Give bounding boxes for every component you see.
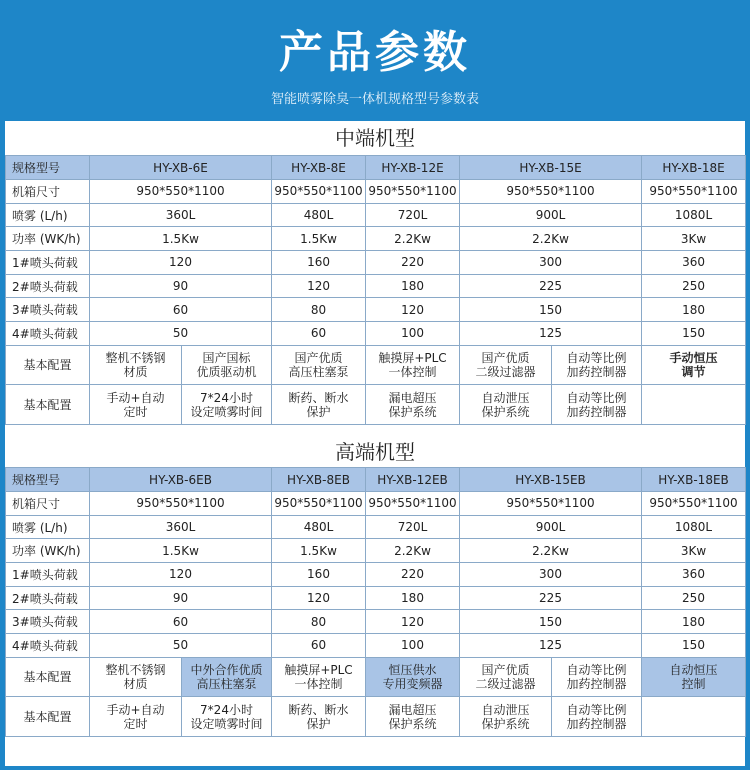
row-label: 2#喷头荷载: [6, 586, 90, 610]
config-cell: 国产优质 二级过滤器: [460, 345, 552, 385]
value-cell: 60: [272, 634, 366, 658]
config-cell: 断药、断水 保护: [272, 385, 366, 425]
value-cell: 125: [460, 634, 642, 658]
value-cell: 120: [90, 563, 272, 587]
section-title-high-end: 高端机型: [335, 440, 415, 464]
model-cell: HY-XB-8E: [272, 156, 366, 180]
value-cell: 480L: [272, 515, 366, 539]
value-cell: 150: [460, 298, 642, 322]
value-cell: 220: [366, 251, 460, 275]
config-cell: 漏电超压 保护系统: [366, 385, 460, 425]
config-cell-highlight: 中外合作优质 高压柱塞泵: [182, 657, 272, 697]
spec-row: [6, 539, 746, 563]
value-cell: 50: [90, 322, 272, 346]
spec-row: [6, 298, 746, 322]
value-cell: 900L: [460, 515, 642, 539]
value-cell: 250: [642, 274, 746, 298]
value-cell: 250: [642, 586, 746, 610]
config-cell: 自动等比例 加药控制器: [552, 657, 642, 697]
value-cell: 120: [366, 298, 460, 322]
value-cell: 1080L: [642, 515, 746, 539]
config-cell: 国产优质 二级过滤器: [460, 657, 552, 697]
page-subtitle: 智能喷雾除臭一体机规格型号参数表: [270, 92, 479, 107]
value-cell: 950*550*1100: [460, 492, 642, 516]
value-cell: 180: [642, 298, 746, 322]
spec-row: [6, 515, 746, 539]
value-cell: 225: [460, 274, 642, 298]
config-row: [6, 385, 746, 425]
value-cell: 80: [272, 298, 366, 322]
config-cell: 整机不锈钢 材质: [90, 657, 182, 697]
value-cell: 1.5Kw: [272, 227, 366, 251]
value-cell: 180: [642, 610, 746, 634]
value-cell: 220: [366, 563, 460, 587]
value-cell: 950*550*1100: [460, 180, 642, 204]
config-cell-highlight: 自动恒压 控制: [642, 657, 746, 697]
value-cell: 100: [366, 634, 460, 658]
spec-table-mid-range: [5, 155, 746, 425]
value-cell: 900L: [460, 203, 642, 227]
spec-row: [6, 274, 746, 298]
model-cell: HY-XB-12E: [366, 156, 460, 180]
model-cell: HY-XB-6EB: [90, 468, 272, 492]
value-cell: 950*550*1100: [642, 492, 746, 516]
row-label: 3#喷头荷载: [6, 298, 90, 322]
spec-row: [6, 227, 746, 251]
value-cell: 150: [642, 634, 746, 658]
model-cell: HY-XB-8EB: [272, 468, 366, 492]
value-cell: 300: [460, 563, 642, 587]
value-cell: 160: [272, 563, 366, 587]
row-label: 喷雾 (L/h): [6, 203, 90, 227]
config-cell: 触摸屏+PLC 一体控制: [366, 345, 460, 385]
spec-table-high-end: [5, 467, 746, 737]
model-cell: HY-XB-6E: [90, 156, 272, 180]
value-cell: 950*550*1100: [366, 492, 460, 516]
model-row: [6, 468, 746, 492]
value-cell: 720L: [366, 515, 460, 539]
value-cell: 360: [642, 251, 746, 275]
model-cell: HY-XB-15E: [460, 156, 642, 180]
config-row: [6, 345, 746, 385]
value-cell: 1.5Kw: [272, 539, 366, 563]
value-cell: 150: [642, 322, 746, 346]
value-cell: 2.2Kw: [366, 539, 460, 563]
value-cell: 120: [272, 586, 366, 610]
value-cell: 160: [272, 251, 366, 275]
config-cell: 触摸屏+PLC 一体控制: [272, 657, 366, 697]
config-cell: 自动等比例 加药控制器: [552, 385, 642, 425]
value-cell: 950*550*1100: [90, 180, 272, 204]
row-label: 功率 (WK/h): [6, 227, 90, 251]
value-cell: 125: [460, 322, 642, 346]
row-label: 2#喷头荷载: [6, 274, 90, 298]
config-cell: 7*24小时 设定喷雾时间: [182, 385, 272, 425]
value-cell: 360L: [90, 203, 272, 227]
spec-row: [6, 322, 746, 346]
value-cell: 2.2Kw: [460, 539, 642, 563]
value-cell: 2.2Kw: [366, 227, 460, 251]
row-label: 4#喷头荷载: [6, 634, 90, 658]
model-cell: HY-XB-18E: [642, 156, 746, 180]
config-cell-highlight: 恒压供水 专用变频器: [366, 657, 460, 697]
spec-row: [6, 634, 746, 658]
value-cell: 1080L: [642, 203, 746, 227]
config-cell: 手动+自动 定时: [90, 385, 182, 425]
spec-row: [6, 586, 746, 610]
row-label: 规格型号: [6, 156, 90, 180]
value-cell: 100: [366, 322, 460, 346]
value-cell: 950*550*1100: [642, 180, 746, 204]
value-cell: 225: [460, 586, 642, 610]
spec-row: [6, 203, 746, 227]
value-cell: 180: [366, 586, 460, 610]
config-row: [6, 657, 746, 697]
spec-row: [6, 251, 746, 275]
row-label: 规格型号: [6, 468, 90, 492]
config-cell: 自动泄压 保护系统: [460, 385, 552, 425]
config-cell: 7*24小时 设定喷雾时间: [182, 697, 272, 737]
row-label: 1#喷头荷载: [6, 251, 90, 275]
model-cell: HY-XB-15EB: [460, 468, 642, 492]
model-cell: HY-XB-12EB: [366, 468, 460, 492]
row-label: 4#喷头荷载: [6, 322, 90, 346]
row-label: 机箱尺寸: [6, 492, 90, 516]
config-cell: 手动+自动 定时: [90, 697, 182, 737]
spec-row: [6, 492, 746, 516]
value-cell: 950*550*1100: [90, 492, 272, 516]
value-cell: 60: [272, 322, 366, 346]
section-title-mid-range: 中端机型: [335, 126, 415, 150]
config-cell: 整机不锈钢 材质: [90, 345, 182, 385]
row-label: 基本配置: [6, 345, 90, 385]
value-cell: 120: [90, 251, 272, 275]
value-cell: 950*550*1100: [272, 492, 366, 516]
config-cell: 漏电超压 保护系统: [366, 697, 460, 737]
value-cell: 720L: [366, 203, 460, 227]
value-cell: 2.2Kw: [460, 227, 642, 251]
row-label: 3#喷头荷载: [6, 610, 90, 634]
value-cell: 300: [460, 251, 642, 275]
config-row: [6, 697, 746, 737]
value-cell: 480L: [272, 203, 366, 227]
row-label: 基本配置: [6, 657, 90, 697]
value-cell: 60: [90, 298, 272, 322]
value-cell: 3Kw: [642, 227, 746, 251]
row-label: 1#喷头荷载: [6, 563, 90, 587]
model-cell: HY-XB-18EB: [642, 468, 746, 492]
value-cell: 180: [366, 274, 460, 298]
row-label: 基本配置: [6, 385, 90, 425]
value-cell: 1.5Kw: [90, 539, 272, 563]
value-cell: 1.5Kw: [90, 227, 272, 251]
value-cell: 360L: [90, 515, 272, 539]
config-cell: 国产国标 优质驱动机: [182, 345, 272, 385]
value-cell: 3Kw: [642, 539, 746, 563]
spec-row: [6, 610, 746, 634]
config-cell: 国产优质 高压柱塞泵: [272, 345, 366, 385]
value-cell: 90: [90, 586, 272, 610]
value-cell: 120: [272, 274, 366, 298]
row-label: 机箱尺寸: [6, 180, 90, 204]
value-cell: 360: [642, 563, 746, 587]
config-cell: 断药、断水 保护: [272, 697, 366, 737]
value-cell: 950*550*1100: [272, 180, 366, 204]
model-row: [6, 156, 746, 180]
value-cell: 950*550*1100: [366, 180, 460, 204]
value-cell: 120: [366, 610, 460, 634]
value-cell: 50: [90, 634, 272, 658]
row-label: 功率 (WK/h): [6, 539, 90, 563]
row-label: 基本配置: [6, 697, 90, 737]
row-label: 喷雾 (L/h): [6, 515, 90, 539]
config-cell: 自动等比例 加药控制器: [552, 345, 642, 385]
value-cell: 150: [460, 610, 642, 634]
value-cell: 60: [90, 610, 272, 634]
spec-sheet: [5, 121, 745, 766]
value-cell: 90: [90, 274, 272, 298]
config-cell: [642, 385, 746, 425]
spec-row: [6, 180, 746, 204]
config-cell: 自动泄压 保护系统: [460, 697, 552, 737]
spec-row: [6, 563, 746, 587]
config-cell: 手动恒压 调节: [642, 345, 746, 385]
config-cell: 自动等比例 加药控制器: [552, 697, 642, 737]
page-title: 产品参数: [279, 27, 471, 78]
value-cell: 80: [272, 610, 366, 634]
config-cell: [642, 697, 746, 737]
